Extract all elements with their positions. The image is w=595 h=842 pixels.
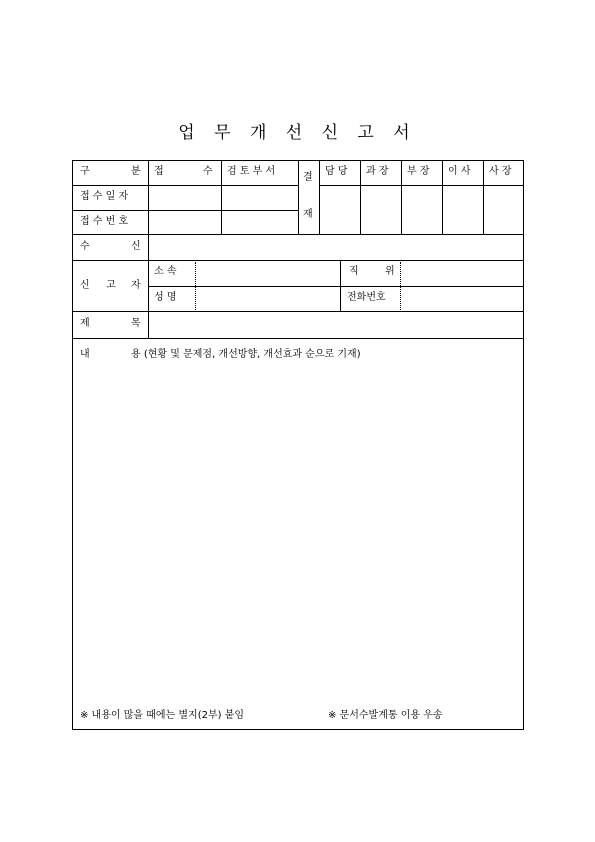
content-label-a: 내: [80, 349, 90, 360]
approver-dept-head-label: 부 장: [407, 166, 430, 177]
approver-director-label: 이 사: [448, 166, 471, 177]
receipt-number-label: 접 수 번 호: [80, 216, 129, 227]
col-divider: [340, 260, 341, 311]
review-dept-number-field[interactable]: [222, 211, 297, 233]
receipt-label-b: 수: [203, 166, 213, 177]
affiliation-label: 소 속: [154, 266, 177, 277]
position-label-b: 위: [385, 266, 395, 277]
reporter-label-c: 자: [131, 280, 141, 291]
receipt-label-a: 접: [154, 166, 164, 177]
phone-field[interactable]: [402, 287, 523, 310]
affiliation-field[interactable]: [197, 261, 339, 285]
category-label-a: 구: [80, 166, 90, 177]
col-divider: [298, 160, 299, 234]
review-dept-date-field[interactable]: [222, 186, 297, 209]
name-field[interactable]: [197, 287, 339, 310]
receipt-date-field[interactable]: [149, 186, 220, 209]
approval-sign-dept-head[interactable]: [402, 186, 441, 233]
recipient-label-b: 신: [131, 241, 141, 252]
approver-president-label: 사 장: [489, 166, 512, 177]
note-attachment: ※ 내용이 많을 때에는 별지(2부) 붙임: [80, 710, 245, 721]
subject-label-a: 제: [80, 318, 90, 329]
form-title: 업 무 개 선 신 고 서: [178, 123, 417, 143]
content-field[interactable]: [76, 366, 520, 700]
approver-section-chief-label: 과 장: [366, 166, 389, 177]
approval-label-a: 결: [303, 172, 313, 183]
name-label: 성 명: [154, 292, 177, 303]
reporter-label-a: 신: [80, 280, 90, 291]
subject-label-b: 목: [131, 318, 141, 329]
row-divider: [72, 338, 524, 339]
recipient-label-a: 수: [80, 241, 90, 252]
approval-sign-director[interactable]: [443, 186, 482, 233]
subject-field[interactable]: [149, 312, 523, 337]
dotted-divider: [195, 262, 196, 310]
dotted-divider: [400, 262, 401, 310]
receipt-date-label: 접 수 일 자: [80, 191, 129, 202]
approver-staff-label: 담 당: [325, 166, 348, 177]
position-field[interactable]: [402, 261, 523, 285]
category-label-b: 분: [131, 166, 141, 177]
approval-sign-section-chief[interactable]: [361, 186, 400, 233]
position-label-a: 직: [349, 266, 359, 277]
receipt-number-field[interactable]: [149, 211, 220, 233]
phone-label: 전화번호: [347, 292, 386, 303]
reporter-label-b: 고: [106, 280, 116, 291]
note-delivery: ※ 문서수발계통 이용 우송: [328, 710, 443, 721]
approval-sign-president[interactable]: [484, 186, 523, 233]
approval-sign-staff[interactable]: [320, 186, 359, 233]
recipient-field[interactable]: [149, 235, 523, 259]
review-dept-label: 검 토 부 서: [227, 166, 276, 177]
approval-label-b: 재: [303, 209, 313, 220]
content-label-b: 용 (현황 및 문제점, 개선방향, 개선효과 순으로 기재): [131, 349, 361, 360]
